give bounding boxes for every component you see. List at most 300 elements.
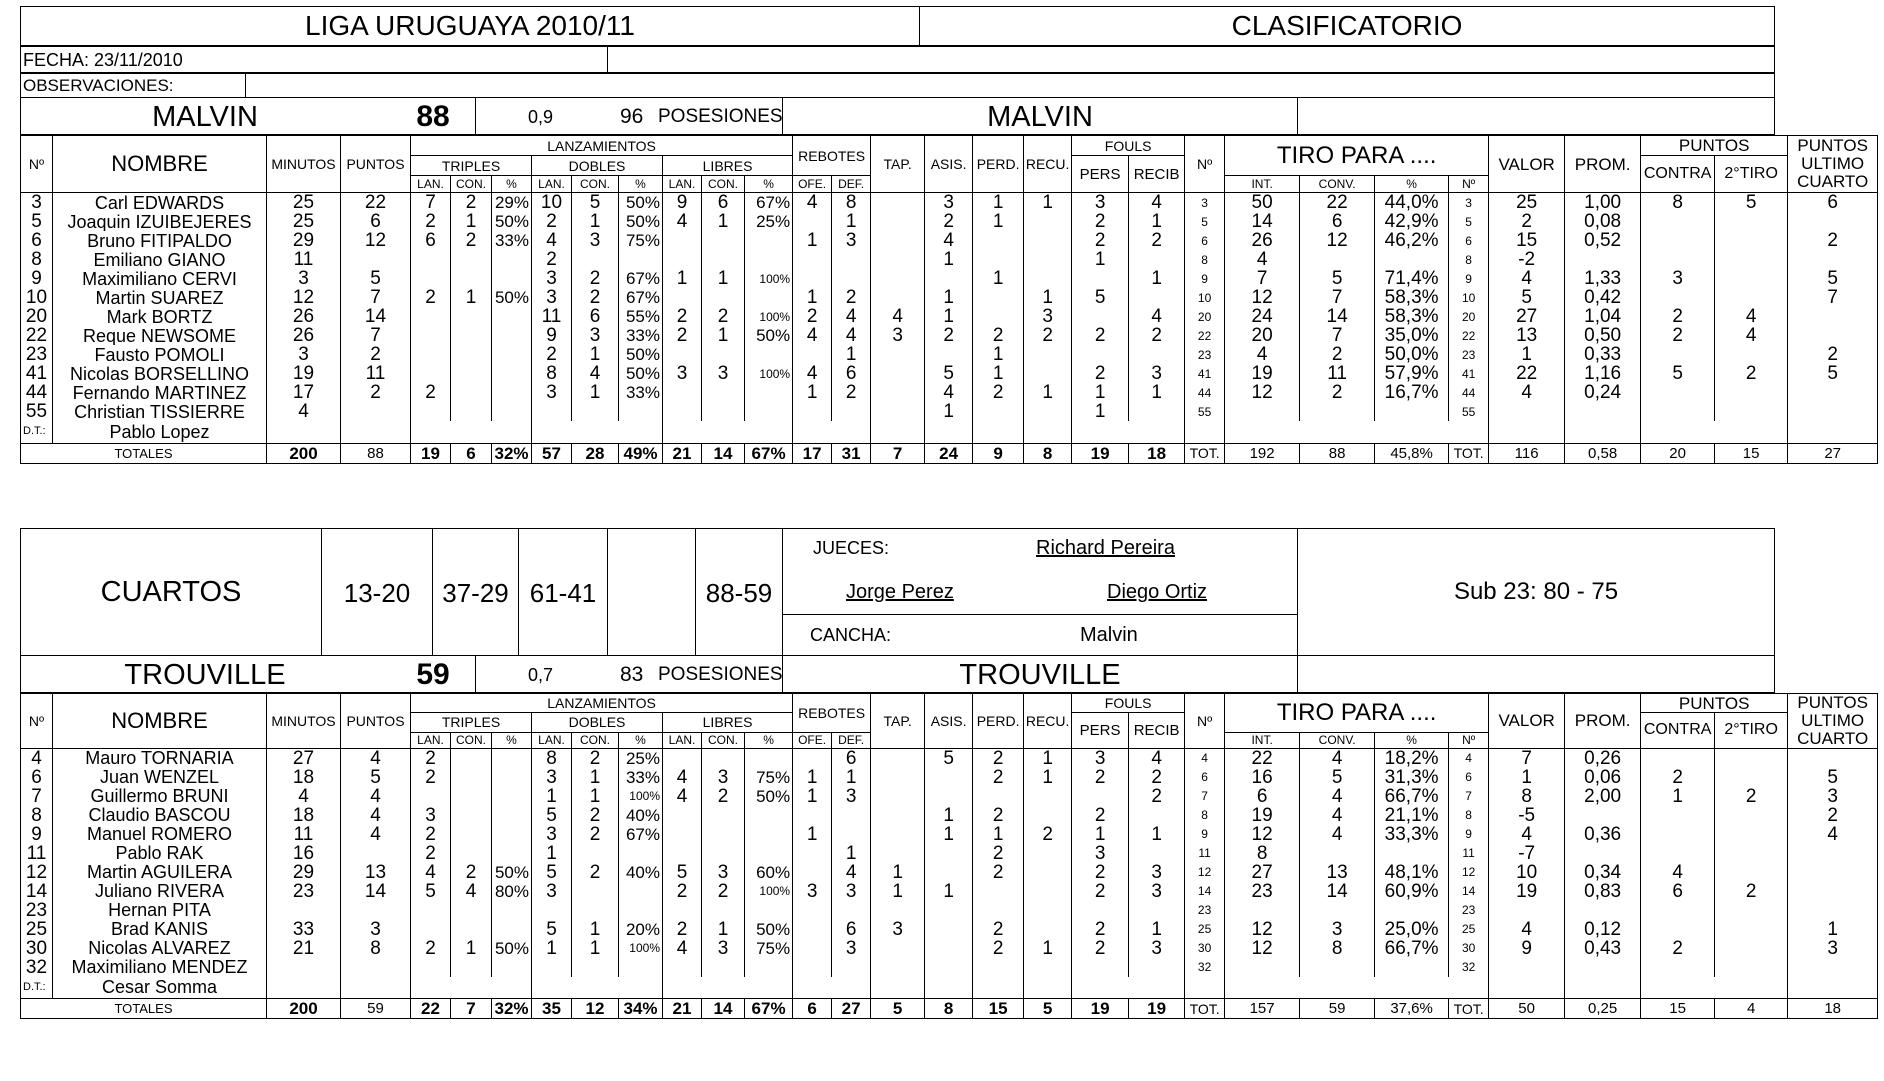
libres-con: 3 <box>702 364 745 383</box>
tiro-pct: 66,7% <box>1375 787 1449 806</box>
triples-con <box>451 307 492 326</box>
player-row <box>21 844 1878 863</box>
recu: 3 <box>1024 307 1072 326</box>
recu: 1 <box>1024 939 1072 958</box>
libres-con: 3 <box>702 863 745 882</box>
tiro2: 2 <box>1715 364 1788 383</box>
valor: 4 <box>1489 383 1565 402</box>
col-con: CON. <box>702 176 745 193</box>
libres-lan: 9 <box>663 193 702 213</box>
dobles-lan: 3 <box>532 383 572 402</box>
fouls-pers: 5 <box>1072 288 1129 307</box>
col-puntos-ultimo-cuarto: PUNTOS ULTIMO CUARTO <box>1788 694 1878 749</box>
libres-pct: 100% <box>745 307 793 326</box>
player-no-2: 10 <box>1185 288 1225 307</box>
team2-ratio: 0,7 <box>528 665 554 685</box>
total-contra: 15 <box>1641 999 1715 1019</box>
triples-con <box>451 269 492 288</box>
triples-pct: 50% <box>492 288 532 307</box>
libres-lan: 3 <box>663 364 702 383</box>
player-no-2: 8 <box>1185 806 1225 825</box>
player-no-2: 25 <box>1185 920 1225 939</box>
player-no-2: 41 <box>1185 364 1225 383</box>
total-reb-def: 27 <box>832 999 871 1019</box>
total-perd: 15 <box>973 999 1024 1019</box>
player-no: 3 <box>21 193 53 213</box>
team1-totals-row <box>21 443 1878 463</box>
reb-def <box>832 250 871 269</box>
total-fouls-pers: 19 <box>1072 443 1129 463</box>
libres-pct <box>745 250 793 269</box>
triples-lan <box>411 345 451 364</box>
perd: 2 <box>973 844 1024 863</box>
triples-con <box>451 920 492 939</box>
libres-con: 1 <box>702 212 745 231</box>
tiro-no: 3 <box>1449 193 1489 213</box>
player-no-2: 4 <box>1185 748 1225 768</box>
tiro-int: 16 <box>1225 768 1300 787</box>
tiro-int: 27 <box>1225 863 1300 882</box>
contra: 2 <box>1641 768 1715 787</box>
player-name: Brad KANIS <box>53 920 267 939</box>
total-recu: 5 <box>1024 999 1072 1019</box>
tap <box>871 383 925 402</box>
minutes: 29 <box>267 231 341 250</box>
asis <box>925 269 973 288</box>
tiro-no: 41 <box>1449 364 1489 383</box>
libres-lan <box>663 748 702 768</box>
points: 4 <box>341 748 411 768</box>
asis: 1 <box>925 250 973 269</box>
total-triples-pct: 32% <box>492 999 532 1019</box>
asis: 4 <box>925 231 973 250</box>
total-dobles-lan: 35 <box>532 999 572 1019</box>
team1-stats-table <box>20 135 1878 464</box>
prom: 1,33 <box>1565 269 1641 288</box>
asis: 1 <box>925 402 973 421</box>
col-tap: TAP. <box>871 136 925 193</box>
total-tap: 5 <box>871 999 925 1019</box>
sub23-score: Sub 23: 80 - 75 <box>1453 578 1619 605</box>
puntos-ultimo-cuarto: 5 <box>1788 364 1878 383</box>
fecha: FECHA: 23/11/2010 <box>23 50 183 70</box>
cancha-label: CANCHA: <box>810 625 892 645</box>
player-name: Juan WENZEL <box>53 768 267 787</box>
q2-score: 37-29 <box>442 578 509 608</box>
player-no: 8 <box>21 250 53 269</box>
tiro-int: 19 <box>1225 806 1300 825</box>
player-name: Claudio BASCOU <box>53 806 267 825</box>
triples-lan <box>411 326 451 345</box>
fouls-pers <box>1072 307 1129 326</box>
valor: 1 <box>1489 768 1565 787</box>
col-int: INT. <box>1225 732 1300 748</box>
cancha-value: Malvin <box>1080 624 1138 646</box>
puntos-ultimo-cuarto: 3 <box>1788 939 1878 958</box>
tiro-int: 12 <box>1225 825 1300 844</box>
triples-pct <box>492 787 532 806</box>
dobles-con <box>572 250 619 269</box>
col-pct: % <box>619 732 663 748</box>
dobles-con <box>572 901 619 920</box>
player-no: 32 <box>21 958 53 977</box>
league-title: LIGA URUGUAYA 2010/11 <box>305 10 635 41</box>
tiro-conv: 8 <box>1300 939 1375 958</box>
total-minutes: 200 <box>267 999 341 1019</box>
tiro-int: 20 <box>1225 326 1300 345</box>
valor: 8 <box>1489 787 1565 806</box>
contra <box>1641 825 1715 844</box>
col-contra: CONTRA <box>1641 713 1715 749</box>
asis <box>925 345 973 364</box>
valor: 5 <box>1489 288 1565 307</box>
perd: 2 <box>973 748 1024 768</box>
libres-con: 1 <box>702 269 745 288</box>
tiro2 <box>1715 212 1788 231</box>
col-pct: % <box>619 176 663 193</box>
final-score: 88-59 <box>705 578 773 608</box>
libres-lan <box>663 402 702 421</box>
tiro-int: 12 <box>1225 920 1300 939</box>
valor: 25 <box>1489 193 1565 213</box>
minutes: 25 <box>267 193 341 213</box>
dobles-con <box>572 844 619 863</box>
tiro2 <box>1715 825 1788 844</box>
minutes: 11 <box>267 250 341 269</box>
contra: 4 <box>1641 863 1715 882</box>
tiro-conv: 2 <box>1300 345 1375 364</box>
dobles-lan <box>532 958 572 977</box>
valor: 10 <box>1489 863 1565 882</box>
triples-con <box>451 364 492 383</box>
recu <box>1024 806 1072 825</box>
asis: 1 <box>925 882 973 901</box>
triples-pct <box>492 825 532 844</box>
player-row <box>21 288 1878 307</box>
contra <box>1641 806 1715 825</box>
tap: 1 <box>871 882 925 901</box>
recu <box>1024 920 1072 939</box>
tiro-no: 44 <box>1449 383 1489 402</box>
player-name: Mauro TORNARIA <box>53 748 267 768</box>
libres-con: 2 <box>702 882 745 901</box>
col-con: CON. <box>572 176 619 193</box>
player-no: 7 <box>21 787 53 806</box>
col-rebotes: REBOTES <box>793 694 871 733</box>
reb-def: 3 <box>832 787 871 806</box>
tiro-int <box>1225 402 1300 421</box>
triples-con <box>451 345 492 364</box>
dobles-lan: 1 <box>532 939 572 958</box>
tiro2 <box>1715 844 1788 863</box>
valor: -5 <box>1489 806 1565 825</box>
recu <box>1024 901 1072 920</box>
fouls-pers: 3 <box>1072 748 1129 768</box>
tiro-int: 50 <box>1225 193 1300 213</box>
libres-con <box>702 345 745 364</box>
asis <box>925 920 973 939</box>
puntos-ultimo-cuarto: 5 <box>1788 768 1878 787</box>
libres-lan: 4 <box>663 939 702 958</box>
tiro-pct: 46,2% <box>1375 231 1449 250</box>
triples-con: 1 <box>451 288 492 307</box>
dobles-lan: 4 <box>532 231 572 250</box>
dobles-con: 5 <box>572 193 619 213</box>
tiro-no: 8 <box>1449 250 1489 269</box>
col-puntos-ultimo-cuarto: PUNTOS ULTIMO CUARTO <box>1788 136 1878 193</box>
asis: 2 <box>925 326 973 345</box>
puntos-ultimo-cuarto: 1 <box>1788 920 1878 939</box>
minutes: 26 <box>267 307 341 326</box>
tiro2: 5 <box>1715 193 1788 213</box>
tap <box>871 806 925 825</box>
player-no: 23 <box>21 345 53 364</box>
dobles-lan: 5 <box>532 863 572 882</box>
player-no-2: 8 <box>1185 250 1225 269</box>
reb-ofe: 3 <box>793 882 832 901</box>
total-libres-pct: 67% <box>745 999 793 1019</box>
points: 2 <box>341 345 411 364</box>
minutes: 3 <box>267 345 341 364</box>
player-row <box>21 882 1878 901</box>
fouls-recib: 2 <box>1129 231 1185 250</box>
prom <box>1565 958 1641 977</box>
tot-label: TOT. <box>1185 999 1225 1019</box>
prom: 0,52 <box>1565 231 1641 250</box>
phase-title: CLASIFICATORIO <box>1231 10 1463 41</box>
col-tiro2: 2°TIRO <box>1715 713 1788 749</box>
col-lan: LAN. <box>532 732 572 748</box>
libres-con <box>702 383 745 402</box>
fouls-pers: 2 <box>1072 364 1129 383</box>
libres-pct: 75% <box>745 768 793 787</box>
player-no-2: 32 <box>1185 958 1225 977</box>
col-def: DEF. <box>832 176 871 193</box>
tiro-pct: 50,0% <box>1375 345 1449 364</box>
tiro-no: 23 <box>1449 901 1489 920</box>
total-dobles-con: 12 <box>572 999 619 1019</box>
reb-def: 3 <box>832 231 871 250</box>
tiro-pct: 48,1% <box>1375 863 1449 882</box>
fouls-pers: 3 <box>1072 844 1129 863</box>
valor: 9 <box>1489 939 1565 958</box>
points: 11 <box>341 364 411 383</box>
team1-poss: 96 <box>620 105 644 128</box>
player-row <box>21 345 1878 364</box>
minutes: 23 <box>267 882 341 901</box>
tiro-int: 8 <box>1225 844 1300 863</box>
totals-row <box>21 443 1878 463</box>
fouls-pers: 3 <box>1072 193 1129 213</box>
libres-con <box>702 901 745 920</box>
dobles-lan: 11 <box>532 307 572 326</box>
libres-pct: 100% <box>745 364 793 383</box>
player-row <box>21 307 1878 326</box>
triples-lan: 6 <box>411 231 451 250</box>
minutes <box>267 958 341 977</box>
player-name: Bruno FITIPALDO <box>53 231 267 250</box>
valor: 2 <box>1489 212 1565 231</box>
col-puntos: PUNTOS <box>341 694 411 749</box>
tap <box>871 844 925 863</box>
recu <box>1024 345 1072 364</box>
triples-con <box>451 768 492 787</box>
perd: 1 <box>973 364 1024 383</box>
team1-right-empty <box>1297 97 1775 135</box>
team2-poss: 83 <box>620 663 644 686</box>
prom: 0,06 <box>1565 768 1641 787</box>
libres-pct <box>745 748 793 768</box>
dobles-lan: 8 <box>532 364 572 383</box>
libres-lan: 4 <box>663 768 702 787</box>
tiro-conv: 12 <box>1300 231 1375 250</box>
fouls-pers: 2 <box>1072 806 1129 825</box>
total-prom: 0,58 <box>1565 443 1641 463</box>
asis: 1 <box>925 288 973 307</box>
perd: 1 <box>973 193 1024 213</box>
perd: 1 <box>973 825 1024 844</box>
dobles-lan: 1 <box>532 787 572 806</box>
libres-lan: 2 <box>663 307 702 326</box>
valor: 22 <box>1489 364 1565 383</box>
points <box>341 250 411 269</box>
player-no: 22 <box>21 326 53 345</box>
points: 22 <box>341 193 411 213</box>
dobles-pct: 33% <box>619 326 663 345</box>
prom: 0,83 <box>1565 882 1641 901</box>
tiro-int <box>1225 901 1300 920</box>
tiro2 <box>1715 863 1788 882</box>
col-fouls: FOULS <box>1072 694 1185 713</box>
asis: 1 <box>925 806 973 825</box>
puntos-ultimo-cuarto: 6 <box>1788 193 1878 213</box>
team2-coach: Cesar Somma <box>53 977 267 999</box>
tiro-int: 6 <box>1225 787 1300 806</box>
libres-con <box>702 825 745 844</box>
contra: 2 <box>1641 326 1715 345</box>
reb-ofe: 4 <box>793 326 832 345</box>
tiro-no: 10 <box>1449 288 1489 307</box>
col-puntos: PUNTOS <box>341 136 411 193</box>
col-prom: PROM. <box>1565 694 1641 749</box>
player-name: Fausto POMOLI <box>53 345 267 364</box>
tiro-conv: 4 <box>1300 806 1375 825</box>
perd: 2 <box>973 920 1024 939</box>
fouls-recib <box>1129 844 1185 863</box>
tap <box>871 250 925 269</box>
triples-lan <box>411 364 451 383</box>
prom <box>1565 402 1641 421</box>
col-fouls: FOULS <box>1072 136 1185 156</box>
reb-ofe <box>793 212 832 231</box>
recu <box>1024 250 1072 269</box>
perd: 2 <box>973 383 1024 402</box>
tap <box>871 193 925 213</box>
valor: 13 <box>1489 326 1565 345</box>
team2-stats-table <box>20 693 1878 1019</box>
triples-lan: 5 <box>411 882 451 901</box>
tiro2 <box>1715 345 1788 364</box>
col-tiro-para: TIRO PARA .... <box>1225 136 1489 176</box>
libres-pct <box>745 806 793 825</box>
libres-lan: 2 <box>663 882 702 901</box>
reb-def: 2 <box>832 383 871 402</box>
col-conv: CONV. <box>1300 732 1375 748</box>
valor: -7 <box>1489 844 1565 863</box>
col-pct: % <box>492 176 532 193</box>
tap <box>871 901 925 920</box>
col-no: Nº <box>21 136 53 193</box>
player-no-2: 12 <box>1185 863 1225 882</box>
tiro2 <box>1715 920 1788 939</box>
player-no-2: 30 <box>1185 939 1225 958</box>
player-no: 11 <box>21 844 53 863</box>
total-tiro-int: 192 <box>1225 443 1300 463</box>
contra: 5 <box>1641 364 1715 383</box>
dobles-lan: 3 <box>532 288 572 307</box>
minutes: 4 <box>267 402 341 421</box>
valor: 1 <box>1489 345 1565 364</box>
q1-score: 13-20 <box>343 578 411 608</box>
tap <box>871 825 925 844</box>
recu <box>1024 958 1072 977</box>
tiro-no: 9 <box>1449 825 1489 844</box>
libres-con <box>702 288 745 307</box>
col-pct: % <box>745 732 793 748</box>
perd <box>973 231 1024 250</box>
tiro2 <box>1715 269 1788 288</box>
recu: 1 <box>1024 288 1072 307</box>
col-dobles: DOBLES <box>532 713 663 733</box>
dobles-pct: 50% <box>619 212 663 231</box>
triples-lan: 2 <box>411 212 451 231</box>
tap <box>871 231 925 250</box>
tiro-no: 7 <box>1449 787 1489 806</box>
tiro-no: 14 <box>1449 882 1489 901</box>
dobles-pct: 40% <box>619 806 663 825</box>
judge-1: Richard Pereira <box>1036 537 1175 559</box>
player-row <box>21 939 1878 958</box>
prom: 0,26 <box>1565 748 1641 768</box>
col-pct: % <box>492 732 532 748</box>
fouls-pers: 2 <box>1072 768 1129 787</box>
total-tap: 7 <box>871 443 925 463</box>
asis: 5 <box>925 364 973 383</box>
player-name: Juliano RIVERA <box>53 882 267 901</box>
tiro-pct <box>1375 958 1449 977</box>
points: 3 <box>341 920 411 939</box>
valor <box>1489 402 1565 421</box>
player-name: Emiliano GIANO <box>53 250 267 269</box>
fouls-pers: 2 <box>1072 326 1129 345</box>
total-valor: 116 <box>1489 443 1565 463</box>
triples-pct <box>492 901 532 920</box>
libres-lan <box>663 806 702 825</box>
tiro-int: 4 <box>1225 250 1300 269</box>
total-triples-lan: 19 <box>411 443 451 463</box>
recu <box>1024 844 1072 863</box>
dobles-con <box>572 882 619 901</box>
libres-pct: 100% <box>745 269 793 288</box>
libres-lan: 4 <box>663 787 702 806</box>
observaciones-label: OBSERVACIONES: <box>23 76 174 95</box>
total-tiro-conv: 88 <box>1300 443 1375 463</box>
valor <box>1489 958 1565 977</box>
reb-def <box>832 958 871 977</box>
tiro2 <box>1715 958 1788 977</box>
asis: 2 <box>925 212 973 231</box>
minutes: 17 <box>267 383 341 402</box>
